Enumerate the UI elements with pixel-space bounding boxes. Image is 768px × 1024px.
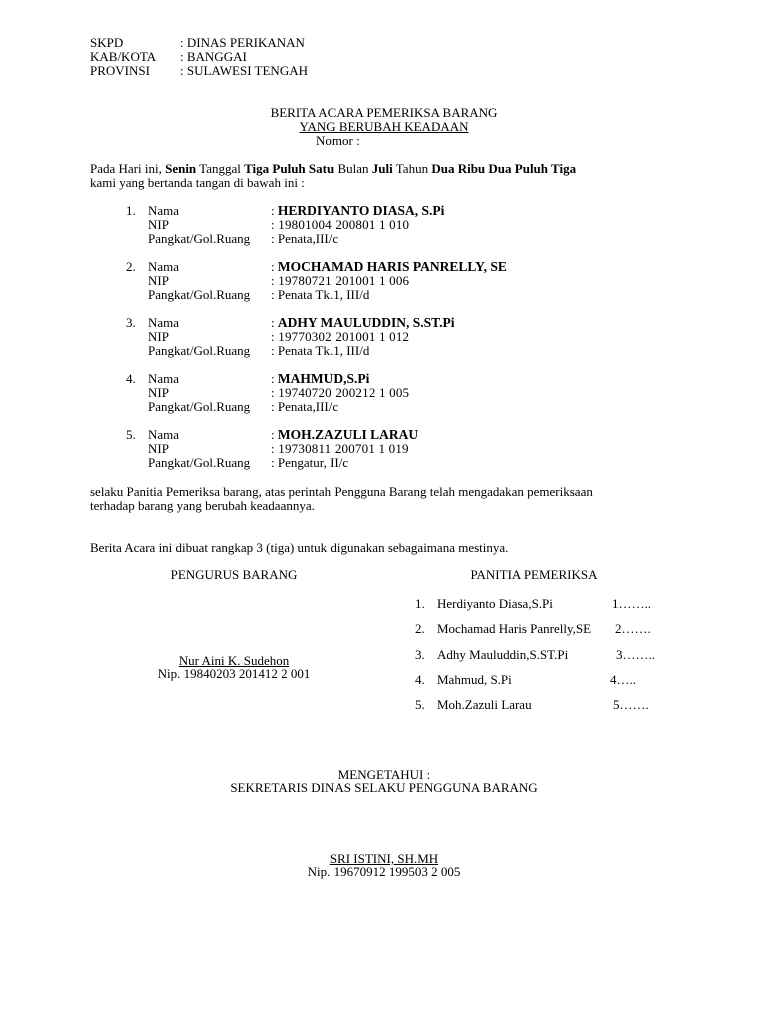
intro-month: Juli [371,161,393,176]
member-nip-row: : 19801004 200801 1 010 [271,217,410,232]
member-number: 2. [126,259,136,274]
member-label-nama: Nama [148,371,180,386]
header-label-provinsi: PROVINSI [90,63,150,78]
panitia-signer-number: 3. [415,647,425,662]
pengurus-nip: Nip. 19840203 201412 2 001 [157,666,311,681]
member-label-nip: NIP [148,385,169,400]
member-pangkat-row: : Penata,III/c [271,399,339,414]
member-label-pangkat: Pangkat/Gol.Ruang [148,287,251,302]
member-nip: 19770302 201001 1 012 [278,329,410,344]
panitia-signer-sign: 5……. [613,697,649,712]
member-nip-row: : 19780721 201001 1 006 [271,273,410,288]
member-nip: 19801004 200801 1 010 [278,217,410,232]
doc-nomor: Nomor : [316,133,360,148]
member-label-pangkat: Pangkat/Gol.Ruang [148,343,251,358]
header-value-skpd: : DINAS PERIKANAN [180,35,305,50]
member-nip-row: : 19740720 200212 1 005 [271,385,410,400]
panitia-signer-sign: 2……. [615,621,651,636]
panitia-signer-name: Mochamad Haris Panrelly,SE [437,621,592,636]
panitia-signer-number: 5. [415,697,425,712]
member-label-nama: Nama [148,203,180,218]
member-pangkat: Penata Tk.1, III/d [277,343,370,358]
intro-text: Tanggal [196,161,245,176]
header-value-provinsi: : SULAWESI TENGAH [180,63,308,78]
panitia-signer-number: 1. [415,596,425,611]
intro-line-2: kami yang bertanda tangan di bawah ini : [90,175,305,190]
member-name: MOCHAMAD HARIS PANRELLY, SE [277,259,507,274]
member-pangkat: Penata,III/c [277,399,339,414]
member-label-pangkat: Pangkat/Gol.Ruang [148,455,251,470]
panitia-signer-sign: 3…….. [616,647,655,662]
member-nip: 19740720 200212 1 005 [278,385,410,400]
mengetahui-name: SRI ISTINI, SH.MH [329,851,439,866]
member-nip: 19780721 201001 1 006 [278,273,410,288]
member-name-row: : MOH.ZAZULI LARAU [271,427,419,442]
member-pangkat: Penata Tk.1, III/d [277,287,370,302]
pengurus-heading: PENGURUS BARANG [170,567,298,582]
body-para2: Berita Acara ini dibuat rangkap 3 (tiga) untuk digunakan sebagaimana mestinya. [90,540,509,555]
member-pangkat: Penata,III/c [277,231,339,246]
member-label-nama: Nama [148,315,180,330]
member-label-nip: NIP [148,329,169,344]
member-pangkat-row: : Penata Tk.1, III/d [271,287,370,302]
member-label-pangkat: Pangkat/Gol.Ruang [148,399,251,414]
panitia-heading: PANITIA PEMERIKSA [470,567,598,582]
mengetahui-role: SEKRETARIS DINAS SELAKU PENGGUNA BARANG [230,780,538,795]
member-nip: 19730811 200701 1 019 [278,441,409,456]
member-label-pangkat: Pangkat/Gol.Ruang [148,231,251,246]
member-number: 1. [126,203,136,218]
member-nip-row: : 19770302 201001 1 012 [271,329,410,344]
panitia-signer-name: Herdiyanto Diasa,S.Pi [437,596,553,611]
panitia-signer-sign: 4….. [610,672,636,687]
intro-line-1 [90,162,576,176]
mengetahui-label: MENGETAHUI : [337,767,431,782]
intro-text: Pada Hari ini, [90,161,166,176]
header-label-kabkota: KAB/KOTA [90,49,157,64]
header-value-kabkota: : BANGGAI [180,49,247,64]
intro-text: Bulan [334,161,372,176]
member-name-row: : MAHMUD,S.Pi [271,371,370,386]
member-number: 3. [126,315,136,330]
body-para1-line1: selaku Panitia Pemeriksa barang, atas perintah Pengguna Barang telah mengadakan pemeriksaan [90,484,593,499]
member-number: 4. [126,371,136,386]
intro-year: Dua Ribu Dua Puluh Tiga [431,161,577,176]
intro-day: Senin [165,161,197,176]
member-name: HERDIYANTO DIASA, S.Pi [277,203,445,218]
member-label-nama: Nama [148,259,180,274]
panitia-signer-number: 2. [415,621,425,636]
member-nip-row: : 19730811 200701 1 019 [271,441,409,456]
header-label-skpd: SKPD [90,35,124,50]
panitia-signer-name: Moh.Zazuli Larau [437,697,532,712]
panitia-signer-sign: 1…….. [612,596,651,611]
member-pangkat: Pengatur, II/c [277,455,349,470]
member-label-nip: NIP [148,273,169,288]
member-number: 5. [126,427,136,442]
member-name-row: : ADHY MAULUDDIN, S.ST.Pi [271,315,455,330]
member-name: MOH.ZAZULI LARAU [277,427,419,442]
member-pangkat-row: : Pengatur, II/c [271,455,349,470]
doc-subtitle: YANG BERUBAH KEADAAN [299,119,469,134]
member-name: ADHY MAULUDDIN, S.ST.Pi [277,315,455,330]
member-pangkat-row: : Penata,III/c [271,231,339,246]
doc-title: BERITA ACARA PEMERIKSA BARANG [270,105,498,120]
mengetahui-nip: Nip. 19670912 199503 2 005 [307,864,461,879]
member-name-row: : MOCHAMAD HARIS PANRELLY, SE [271,259,507,274]
intro-date: Tiga Puluh Satu [244,161,335,176]
pengurus-name: Nur Aini K. Sudehon [178,653,290,668]
member-name-row: : HERDIYANTO DIASA, S.Pi [271,203,445,218]
panitia-signer-name: Mahmud, S.Pi [437,672,512,687]
member-name: MAHMUD,S.Pi [277,371,370,386]
member-label-nama: Nama [148,427,180,442]
panitia-signer-name: Adhy Mauluddin,S.ST.Pi [437,647,569,662]
member-label-nip: NIP [148,217,169,232]
intro-text: Tahun [392,161,432,176]
member-pangkat-row: : Penata Tk.1, III/d [271,343,370,358]
member-label-nip: NIP [148,441,169,456]
panitia-signer-number: 4. [415,672,425,687]
body-para1-line2: terhadap barang yang berubah keadaannya. [90,498,315,513]
